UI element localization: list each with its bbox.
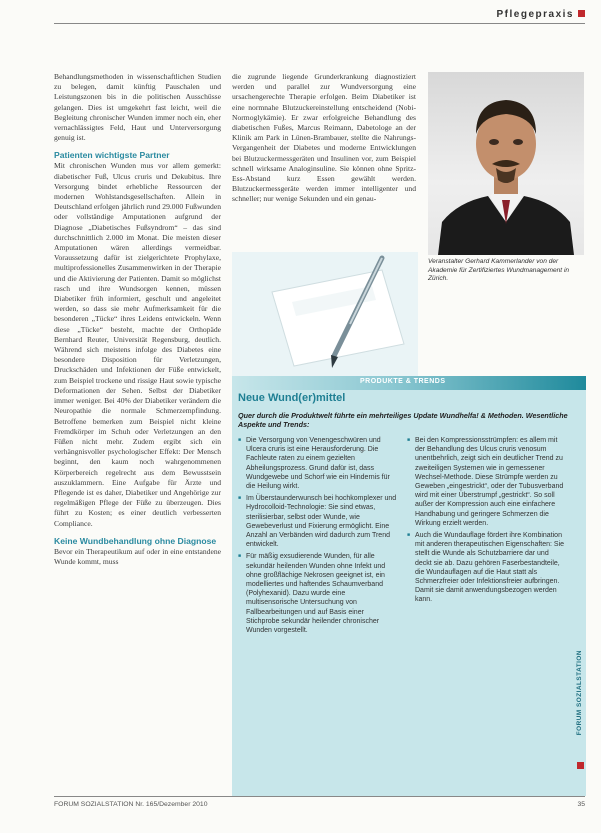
- pen-illustration: [232, 252, 418, 376]
- section-title: Pflegepraxis: [496, 9, 574, 20]
- side-label-text: FORUM SOZIALSTATION: [576, 650, 583, 736]
- products-trends-box: [232, 376, 586, 796]
- paragraph: die zugrunde liegende Grunderkrankung diagnostiziert werden und parallel zur Wundversorgung eine ursachengerechte Therapie erfolgen. Beim Diabetiker ist eine normnahe Blutzuckereinstellung entscheidend (Nobi-Normoglykämie). Er zwar erfolgreiche Behandlung des diabetischen Fußes, Marcus Reimann, Dabetologe an der Klinik am Park in Lünen-Brambauer, stellte die Nahrungs-Vergangenheit der Diabetes und moderne Entwicklungen bei Blutzuckermessgeräten und Insulinen vor, zum Beispiel schnell wirksame Analoginsuline. Sie können ohne Spritz-Ess-Abstand kurz Essen gewählt werden. Blutzuckermessgeräte werden immer intelligenter und schneller; nur wenige Sekunden und ein genau-: [232, 72, 416, 204]
- red-square-icon: [578, 10, 585, 17]
- list-item: ■ Auch die Wundauflage fördert ihre Kombination mit anderen therapeutischen Eigenschaften: Sie stellt die Wunde als Schutzbarriere dar und deckt sie ab. Dazu gehören Faserbestandteile, die Wundauflagen auf die Haut statt als Schmerzfreier oder Infektionsfreier aufbringen. Damit sie damit anwendungsbezogen werden kann.: [407, 531, 565, 605]
- portrait-photo: [428, 72, 584, 255]
- paragraph: Bevor ein Therapeutikum auf oder in eine entstandene Wunde kommt, muss: [54, 546, 221, 566]
- list-item: ■ Für mäßig exsudierende Wunden, für alle sekundär heilenden Wunden ohne Infekt und ohne großflächige Nekrosen geeignet ist, ein modelliertes und haftendes Schaumverband (Polyhexanid). Dazu wurde eine multisensorische Untersuchung von Fallbearbeitungen und auf Basis einer Stichprobe sekundär heilender chronischer Wunden vorgestellt.: [238, 552, 398, 635]
- paragraph: Mit chronischen Wunden mus vor allem gemerkt: diabetischer Fuß, Ulcus cruris und Dekubitus. Ihre Versorgung bindet erhebliche Ressourcen der modernen Wohlstandsgesellschaften. Allein in Deutschland erfolgen jährlich rund 29.000 Fußwunden oder vollständige Amputationen aufgrund der Diagnose „Diabetisches Fußsyndrom“ – das sind durchschnittlich 2.000 im Monat. Die meisten dieser Amputationen wären allerdings vermeidbar. Voraussetzung dafür ist zielgerichtete Prophylaxe, multiprofessionelles Zusammenwirken in der Therapie und die Aktivierung der Patienten. Damit so möglichst rasch und ihre Wundsorgen kennen, müssen Diabetiker früh informiert, geschult und angeleitet werden, so dass sie mehr Aufmerksamkeit für die besonderen „Tücke“ ihres Leidens entwickeln. Wenn diese „Tücke“ besteht, machte der Orthopäde Bernhard Reuter, Universität Regensburg, deutlich. Während sich meistens infolge des Diabetes eine besondere Disposition für Verletzungen, Druckschäden und Infektionen der Füße entwickelt, zum Beispiel trockene und rissige Haut sowie typische Deformationen der Sehen. Selbst der Diabetiker immer weniger. Bei 40% der Diabetiker verändern die Neuropathie die normale Schmerzempfindung. Betroffene bemerken zum Beispiel nicht kleine Fremdkörper im Schuh oder Verletzungen an den Füßen nicht mehr. Zudem ergibt sich ein verhängnisvoller psychologischer Effekt: Der Mensch beginnt, den kaum noch wahrgenommenen Körperbereich regelrecht aus dem Bewusstsein auszuklammern. Eine Aufgabe für Ärzte und Pflegende ist es daher, Diabetiker und Angehörige zur regelmäßigen Pflege der Füße zu überzeugen. Dies führt zu Kosten; es einer deutlich verbesserten Compliance.: [54, 161, 221, 528]
- box-header-label: PRODUKTE & TRENDS: [360, 378, 446, 385]
- header-rule: [54, 23, 585, 24]
- side-label: [576, 650, 586, 770]
- article-column-1: [54, 72, 221, 567]
- subheading: Patienten wichtigste Partner: [54, 150, 170, 161]
- bullet-list-right: [407, 436, 565, 608]
- subheading: Keine Wundbehandlung ohne Diagnose: [54, 535, 217, 546]
- paragraph: Behandlungsmethoden in wissenschaftlichen Studien zu belegen, damit künftig Pauschalen und Leistungszonen bis in die politischen Ausschüsse gelangen. Dies ist umgekehrt fast leicht, weil die Begleitung chronischer Wunden immer noch ein, eher vernachlässigtes Feld, Haut und Unterversorgung genuig ist.: [54, 72, 221, 143]
- bullet-list-left: [238, 436, 398, 638]
- footer-text: FORUM SOZIALSTATION Nr. 165/Dezember 2010: [54, 801, 208, 808]
- box-header-bar: [232, 376, 586, 390]
- article-column-2: [232, 72, 416, 205]
- page-number: 35: [577, 801, 585, 808]
- footer-rule: [54, 796, 585, 797]
- red-square-icon: [577, 762, 584, 769]
- box-title: Neue Wund(er)mittel: [238, 392, 346, 404]
- list-item: ■ Im Überstaunderwunsch bei hochkomplexer und Hydrocolloid-Technologie: Sie sind etwas, sterilisierbar, selbst oder Wunde, wie Gewebeverlust und Fixierung ermöglicht. Eine Anzahl an Verbänden wird dadurch zum Trend entwickelt.: [238, 494, 398, 549]
- box-intro: Quer durch die Produktwelt führte ein mehrteiliges Update Wundhelfa! & Methoden. Wesentliche Aspekte und Trends:: [238, 411, 568, 430]
- section-header: [497, 9, 585, 20]
- list-item: ■ Die Versorgung von Venengeschwüren und Ulcera cruris ist eine Herausforderung. Die Fachleute raten zu einem gezielten Abheilungsprozess. Grund dafür ist, dass Wundgewebe und Schorf wie ein Hindernis für die Heilung wirkt.: [238, 436, 398, 491]
- list-item: ■ Bei den Kompressionsstrümpfen: es allem mit der Behandlung des Ulcus cruris venosum unentbehrlich, zeigt sich ein deutlicher Trend zu zweiteiligen Systemen wie in gemessener Wechsel-Methode. Diese Strümpfe werden zu Geweben „eingestrickt“, oder der Tubusverband wird mit einer Überstrumpf „gestrickt“. So soll außer der Kompression auch eine einfachere Handhabung und geringere Schmerzen die Wirkung erzielt werden.: [407, 436, 565, 528]
- photo-caption: Veranstalter Gerhard Kammerlander von der Akademie für Zertifiziertes Wundmanagement in Zürich.: [428, 258, 570, 283]
